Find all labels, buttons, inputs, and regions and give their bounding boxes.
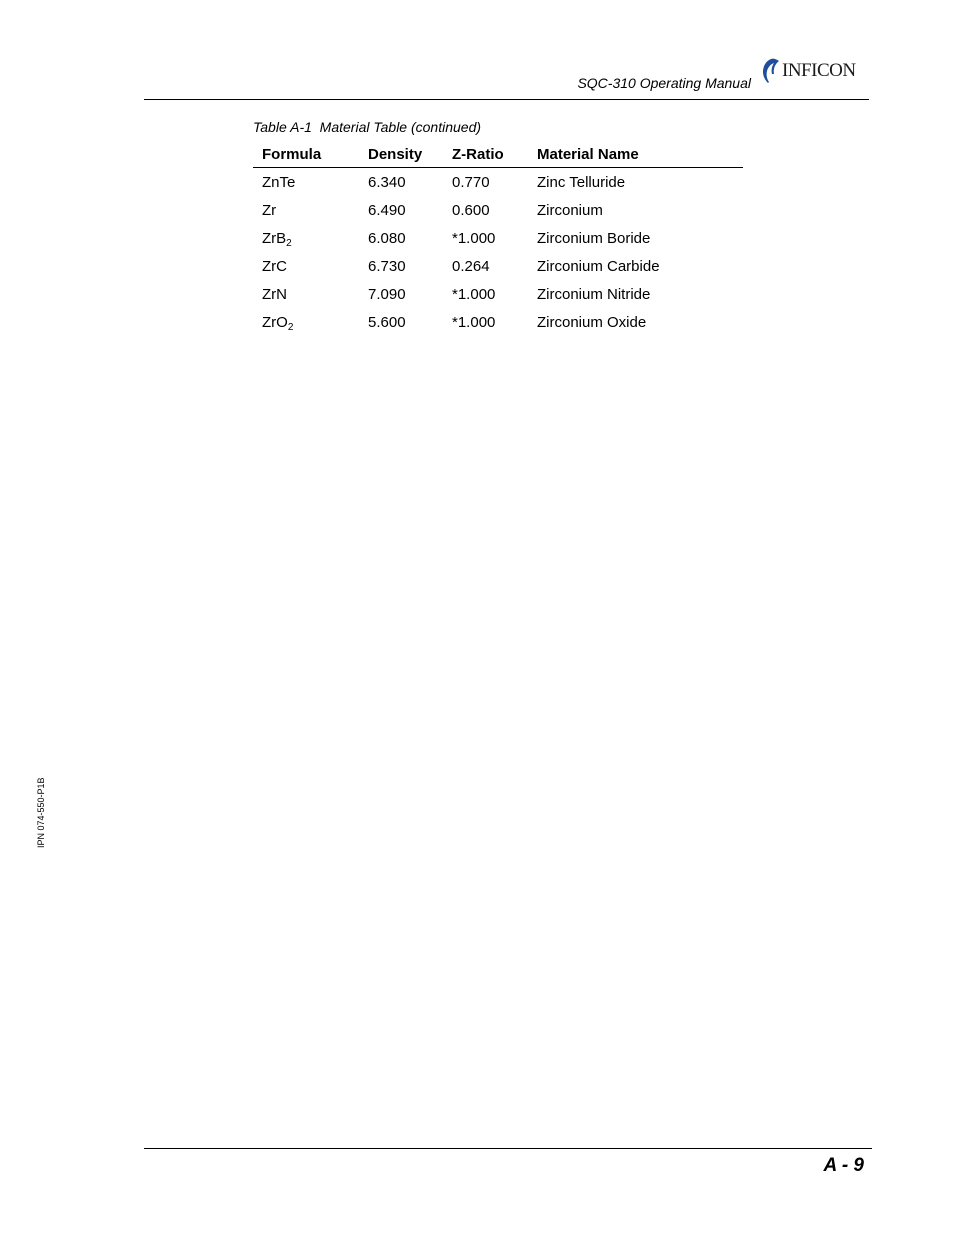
cell-density: 6.340 xyxy=(368,173,406,191)
column-header-material-name: Material Name xyxy=(528,141,743,168)
cell-formula xyxy=(253,168,359,197)
formula-subscript: 2 xyxy=(287,321,294,333)
cell-material-name: Zirconium Oxide xyxy=(537,313,647,331)
ipn-code: IPN 074-550-P1B xyxy=(36,777,46,848)
header-rule xyxy=(144,99,869,100)
cell-material-name: Zirconium Nitride xyxy=(537,285,651,303)
cell-z-ratio: *1.000 xyxy=(452,313,496,331)
formula-text: ZrN xyxy=(262,285,287,303)
cell-formula xyxy=(253,196,359,224)
table-header-row xyxy=(253,141,743,168)
page-number: A - 9 xyxy=(823,1155,864,1176)
table-row xyxy=(253,308,743,336)
material-table xyxy=(253,141,743,336)
cell-material-name: Zinc Telluride xyxy=(537,173,626,191)
cell-formula xyxy=(253,308,359,336)
cell-z-ratio: 0.770 xyxy=(452,173,490,191)
cell-z-ratio: *1.000 xyxy=(452,285,496,303)
table-row xyxy=(253,252,743,280)
cell-density: 6.730 xyxy=(368,257,406,275)
formula-subscript: 2 xyxy=(286,237,292,249)
formula-text: ZrC xyxy=(262,257,287,275)
cell-density: 5.600 xyxy=(368,313,406,331)
cell-z-ratio: 0.600 xyxy=(452,201,490,219)
inficon-logo xyxy=(760,58,856,84)
cell-formula xyxy=(253,280,359,308)
column-header-density: Density xyxy=(359,141,443,168)
column-header-formula: Formula xyxy=(253,141,359,168)
formula-text: ZnTe xyxy=(262,173,296,191)
cell-density: 6.490 xyxy=(368,201,406,219)
formula-text: Zr xyxy=(262,201,277,219)
cell-material-name: Zirconium Boride xyxy=(537,229,651,247)
table-row xyxy=(253,280,743,308)
inficon-logo-mark-icon xyxy=(760,58,780,84)
cell-formula xyxy=(253,252,359,280)
table-row xyxy=(253,196,743,224)
cell-material-name: Zirconium xyxy=(537,201,603,219)
formula-text: ZrO xyxy=(262,313,288,331)
cell-density: 6.080 xyxy=(368,229,406,247)
table-row xyxy=(253,224,743,252)
cell-z-ratio: *1.000 xyxy=(452,229,496,247)
cell-material-name: Zirconium Carbide xyxy=(537,257,660,275)
cell-z-ratio: 0.264 xyxy=(452,257,490,275)
brand-wordmark: INFICON xyxy=(782,60,856,81)
table-caption: Table A-1 Material Table (continued) xyxy=(253,119,482,135)
manual-title: SQC-310 Operating Manual xyxy=(577,75,751,91)
table-body xyxy=(253,168,743,337)
footer-rule xyxy=(144,1148,872,1149)
cell-formula xyxy=(253,224,359,252)
cell-density: 7.090 xyxy=(368,285,406,303)
table-row xyxy=(253,168,743,197)
formula-text: ZrB xyxy=(262,229,287,247)
column-header-z-ratio: Z-Ratio xyxy=(443,141,528,168)
